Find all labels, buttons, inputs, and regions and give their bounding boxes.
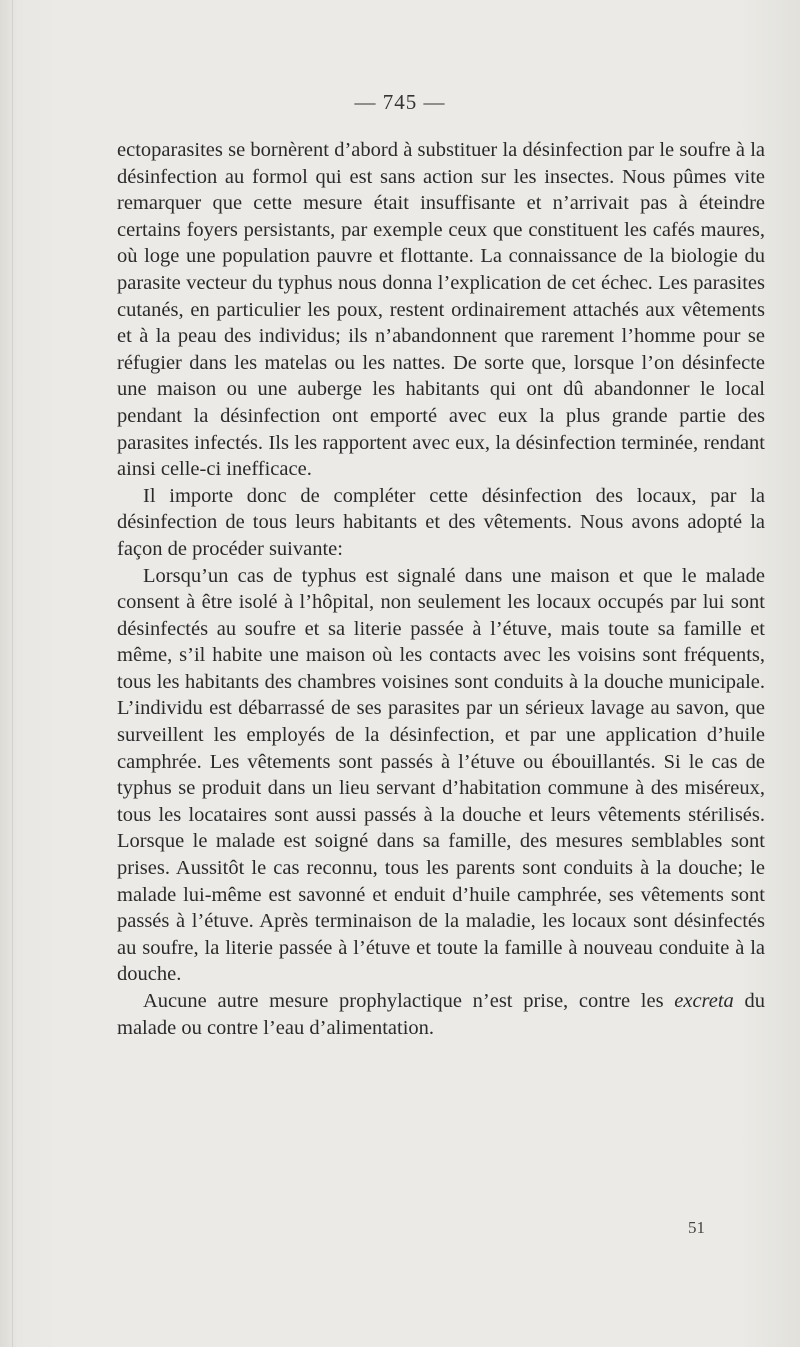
paragraph-4 [117, 988, 765, 1041]
paragraph-4-end: du malade ou contre l’eau d’alimentation. [117, 990, 766, 1039]
paragraph-3: Lorsqu’un cas de typhus est signalé dans une maison et que le malade consent à être isolé à l’hôpital, non seulement les locaux occupés par lui sont désinfectés au soufre et sa literie passée à l’étuve, mais toute sa famille et même, s’il habite une maison où les contacts avec les voisins sont fréquents, tous les habitants des chambres voisines sont conduits à la douche municipale. L’individu est débarrassé de ses parasites par un sérieux lavage au savon, que surveillent les employés de la désinfection, et par une application d’huile camphrée. Les vêtements sont passés à l’étuve ou ébouillantés. Si le cas de typhus se produit dans un lieu servant d’habitation commune à des miséreux, tous les locataires sont aussi passés à la douche et leurs vêtements stérilisés. Lorsque le malade est soigné dans sa famille, des mesures semblables sont prises. Aussitôt le cas reconnu, tous les parents sont conduits à la douche; le malade lui-même est savonné et enduit d’huile camphrée, ses vêtements sont passés à l’étuve. Après terminaison de la maladie, les locaux sont désinfectés au soufre, la literie passée à l’étuve et toute la famille à nouveau conduite à la douche. [117, 564, 765, 986]
paragraph-4-start: Aucune autre mesure prophylactique n’est prise, contre les [143, 990, 675, 1012]
paragraph-1: ectoparasites se bornèrent d’abord à substituer la désinfection par le soufre à la désinfection au formol qui est sans action sur les insectes. Nous pûmes vite remarquer que cette mesure était insuffisante et n’arrivait pas à éteindre certains foyers persistants, par exemple ceux que constituent les cafés maures, où loge une population pauvre et flottante. La connaissance de la biologie du parasite vecteur du typhus nous donna l’explication de cet échec. Les parasites cutanés, en particulier les poux, restent ordinairement attachés aux vêtements et à la peau des individus; ils n’abandonnent que rarement l’homme pour se réfugier dans les matelas ou les nattes. De sorte que, lorsque l’on désinfecte une maison ou une auberge les habitants qui ont dû abandonner le local pendant la désinfection ont emporté avec eux la plus grande partie des parasites infectés. Ils les rapportent avec eux, la désinfection terminée, rendant ainsi celle-ci inefficace. [117, 139, 765, 481]
paragraph-2: Il importe donc de compléter cette désinfection des locaux, par la désinfection de tous leurs habitants et des vêtements. Nous avons adopté la façon de procéder suivante: [117, 484, 765, 560]
body-text [117, 137, 765, 1041]
signature-mark: 51 [688, 1218, 705, 1237]
gutter-shadow [12, 0, 13, 1347]
page-number: — 745 — [354, 90, 446, 114]
italic-term: excreta [674, 990, 734, 1012]
